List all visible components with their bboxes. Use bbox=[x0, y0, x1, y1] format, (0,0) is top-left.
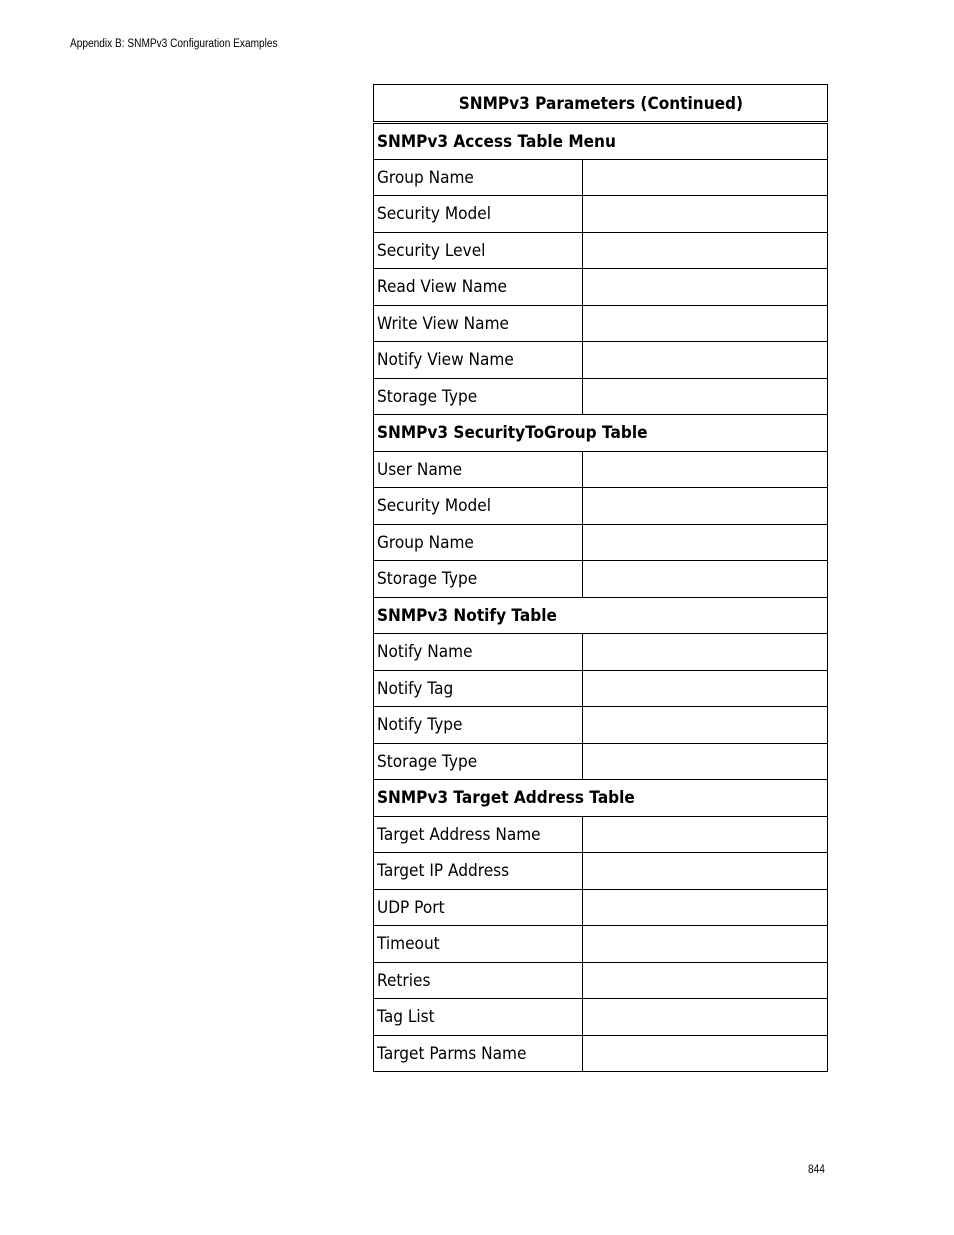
parameter-label: Target IP Address bbox=[377, 861, 510, 881]
section-heading: SNMPv3 Access Table Menu bbox=[377, 131, 616, 151]
parameter-label-cell bbox=[374, 926, 583, 963]
page-number: 844 bbox=[808, 1164, 825, 1176]
parameter-label-cell bbox=[374, 342, 583, 379]
parameter-value-cell bbox=[582, 707, 827, 744]
parameter-value-cell bbox=[582, 159, 827, 196]
section-heading-cell bbox=[374, 597, 828, 634]
table-row bbox=[374, 634, 828, 671]
parameter-value-cell bbox=[582, 524, 827, 561]
parameter-value-cell bbox=[582, 853, 827, 890]
parameter-label: Target Parms Name bbox=[377, 1043, 527, 1063]
parameter-label-cell bbox=[374, 378, 583, 415]
parameter-label-cell bbox=[374, 707, 583, 744]
parameter-label: Read View Name bbox=[377, 277, 508, 297]
table-row bbox=[374, 743, 828, 780]
table-row bbox=[374, 889, 828, 926]
table-row bbox=[374, 524, 828, 561]
table-row bbox=[374, 1035, 828, 1072]
parameter-label: Storage Type bbox=[377, 386, 478, 406]
parameter-value-cell bbox=[582, 378, 827, 415]
parameter-value-cell bbox=[582, 269, 827, 306]
table-body bbox=[374, 85, 828, 1072]
section-heading: SNMPv3 SecurityToGroup Table bbox=[377, 423, 648, 443]
table-row bbox=[374, 816, 828, 853]
section-heading: SNMPv3 Notify Table bbox=[377, 605, 557, 625]
parameter-label: Storage Type bbox=[377, 751, 478, 771]
table-row bbox=[374, 305, 828, 342]
parameter-label-cell bbox=[374, 561, 583, 598]
parameter-label-cell bbox=[374, 1035, 583, 1072]
parameter-label-cell bbox=[374, 524, 583, 561]
parameter-value-cell bbox=[582, 1035, 827, 1072]
parameter-label: Tag List bbox=[377, 1007, 435, 1027]
parameter-value-cell bbox=[582, 743, 827, 780]
table-row bbox=[374, 999, 828, 1036]
parameter-label: Security Model bbox=[377, 204, 491, 224]
parameter-label-cell bbox=[374, 159, 583, 196]
parameter-label: Notify Name bbox=[377, 642, 473, 662]
parameter-label: Group Name bbox=[377, 532, 474, 552]
parameter-label-cell bbox=[374, 196, 583, 233]
table-row bbox=[374, 488, 828, 525]
parameter-label-cell bbox=[374, 232, 583, 269]
parameter-label: Notify View Name bbox=[377, 350, 514, 370]
parameter-label: Group Name bbox=[377, 167, 474, 187]
table-title-row bbox=[374, 85, 828, 123]
parameter-label: UDP Port bbox=[377, 897, 445, 917]
parameter-label-cell bbox=[374, 269, 583, 306]
section-heading-row bbox=[374, 597, 828, 634]
parameter-label-cell bbox=[374, 853, 583, 890]
section-heading: SNMPv3 Target Address Table bbox=[377, 788, 635, 808]
parameter-value-cell bbox=[582, 889, 827, 926]
table-row bbox=[374, 962, 828, 999]
parameter-label-cell bbox=[374, 816, 583, 853]
running-header: Appendix B: SNMPv3 Configuration Examples bbox=[70, 38, 278, 50]
parameter-label: Timeout bbox=[377, 934, 440, 954]
parameter-value-cell bbox=[582, 342, 827, 379]
section-heading-row bbox=[374, 415, 828, 452]
parameter-label: Target Address Name bbox=[377, 824, 541, 844]
parameter-label: Notify Tag bbox=[377, 678, 454, 698]
parameter-value-cell bbox=[582, 999, 827, 1036]
table-row bbox=[374, 159, 828, 196]
parameter-label: User Name bbox=[377, 459, 463, 479]
table-row bbox=[374, 378, 828, 415]
table-row bbox=[374, 853, 828, 890]
table-row bbox=[374, 707, 828, 744]
parameter-label: Notify Type bbox=[377, 715, 463, 735]
table-row bbox=[374, 342, 828, 379]
table-title-cell bbox=[374, 85, 828, 123]
table-row bbox=[374, 670, 828, 707]
parameter-label: Write View Name bbox=[377, 313, 509, 333]
table-row bbox=[374, 232, 828, 269]
parameter-value-cell bbox=[582, 962, 827, 999]
parameter-value-cell bbox=[582, 634, 827, 671]
parameter-value-cell bbox=[582, 816, 827, 853]
parameter-label: Storage Type bbox=[377, 569, 478, 589]
parameter-value-cell bbox=[582, 305, 827, 342]
table-row bbox=[374, 269, 828, 306]
parameter-value-cell bbox=[582, 196, 827, 233]
parameter-label: Retries bbox=[377, 970, 431, 990]
section-heading-row bbox=[374, 123, 828, 160]
parameter-label-cell bbox=[374, 451, 583, 488]
parameter-label-cell bbox=[374, 999, 583, 1036]
parameter-label-cell bbox=[374, 305, 583, 342]
snmpv3-parameters-table bbox=[373, 84, 828, 1072]
section-heading-row bbox=[374, 780, 828, 817]
table-row bbox=[374, 926, 828, 963]
parameter-value-cell bbox=[582, 926, 827, 963]
parameter-label-cell bbox=[374, 743, 583, 780]
parameter-label-cell bbox=[374, 488, 583, 525]
parameter-value-cell bbox=[582, 232, 827, 269]
section-heading-cell bbox=[374, 415, 828, 452]
parameter-value-cell bbox=[582, 561, 827, 598]
parameter-label-cell bbox=[374, 889, 583, 926]
table-row bbox=[374, 196, 828, 233]
parameter-value-cell bbox=[582, 488, 827, 525]
parameter-label: Security Model bbox=[377, 496, 491, 516]
table-row bbox=[374, 561, 828, 598]
table-title: SNMPv3 Parameters (Continued) bbox=[458, 93, 743, 113]
parameter-label: Security Level bbox=[377, 240, 486, 260]
section-heading-cell bbox=[374, 780, 828, 817]
parameter-label-cell bbox=[374, 634, 583, 671]
parameter-label-cell bbox=[374, 962, 583, 999]
section-heading-cell bbox=[374, 123, 828, 160]
parameter-label-cell bbox=[374, 670, 583, 707]
table-row bbox=[374, 451, 828, 488]
parameter-value-cell bbox=[582, 670, 827, 707]
parameter-value-cell bbox=[582, 451, 827, 488]
